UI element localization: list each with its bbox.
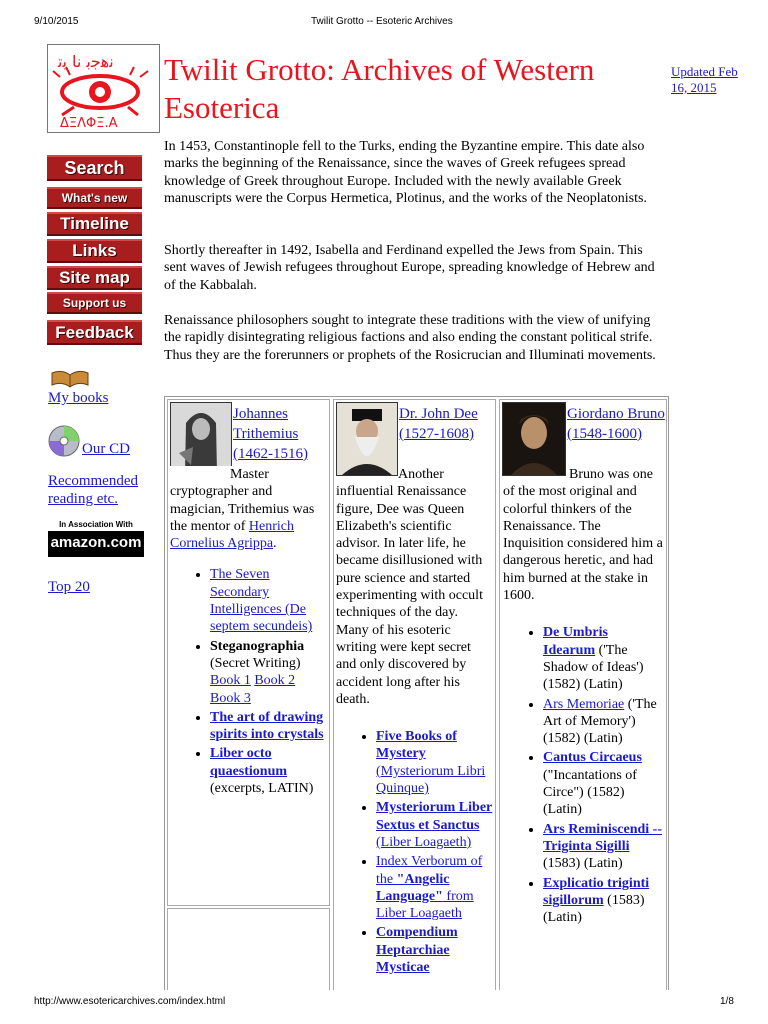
print-page-number: 1/8: [720, 996, 734, 1007]
list-item[interactable]: • Mysteriorum Liber Sextus et Sanctus (Liber Loagaeth): [376, 799, 494, 851]
amazon-association-label: In Association With: [59, 520, 133, 529]
our-cd-link[interactable]: Our CD: [82, 441, 130, 457]
nav-feedback-button[interactable]: Feedback: [47, 320, 142, 345]
list-item[interactable]: • Ars Memoriae ('The Art of Memory') (1582) (Latin): [543, 696, 663, 748]
list-item: • Steganographia (Secret Writing) Book 1 Book 2 Book 3: [210, 638, 328, 707]
trithemius-text: [170, 466, 328, 799]
amazon-logo: amazon.com: [48, 531, 144, 557]
nav-timeline-button[interactable]: Timeline: [47, 212, 142, 236]
site-logo[interactable]: [47, 44, 160, 133]
intro-paragraph-3: Renaissance philosophers sought to integrate these traditions with the view of unifying the rapidly disintegrating religious factions and also ending the constant political strife. Thus they are the forerunners or prophets of the Rosicrucian and Illuminati movements.: [164, 313, 656, 363]
intro-paragraph-1: In 1453, Constantinople fell to the Turks, ending the Byzantine empire. This date also marks the beginning of the Renaissance, since the waves of Greek refugees spread knowledge of Greek throughout Europe. Included with the newly available Greek manuscripts were the Corpus Hermetica, Plotinus, and the works of the Neoplatonists.: [164, 139, 647, 206]
intro-paragraph-2: Shortly thereafter in 1492, Isabella and Ferdinand expelled the Jews from Spain. This sent waves of Jewish refugees throughout Europe, spreading knowledge of Hebrew and of the Kabbalah.: [164, 243, 655, 293]
nav-site-map-button[interactable]: Site map: [47, 266, 142, 290]
list-item[interactable]: • Ars Reminiscendi -- Triginta Sigilli (1583) (Latin): [543, 821, 663, 873]
book-1-link[interactable]: Book 1: [210, 673, 251, 689]
book-3-link[interactable]: Book 3: [210, 690, 251, 706]
nav-support-us-button[interactable]: Support us: [47, 292, 142, 314]
trithemius-period: .: [273, 536, 277, 552]
trithemius-desc: Master cryptographer and magician, Trithemius was the mentor of: [170, 467, 315, 534]
trithemius-heading[interactable]: Johannes Trithemius (1462-1516): [233, 404, 328, 464]
book-2-link[interactable]: Book 2: [254, 673, 296, 689]
dee-description: Another influential Renaissance figure, Dee was Queen Elizabeth's scientific advisor. In later life, he became disillusioned with pure science and started experimenting with occult techniques of the day. Many of his esoteric writing were kept secret and only discovered by accident long after his death.: [336, 467, 483, 707]
list-item[interactable]: • Liber octo quaestionum (excerpts, LATIN): [210, 745, 328, 797]
updated-link[interactable]: Updated Feb 16, 2015: [671, 64, 738, 95]
amazon-banner[interactable]: [48, 520, 144, 557]
svg-text:ﻧﻫﺟﺑ ﻧﺎ ﺑﺗ: ﻧﻫﺟﺑ ﻧﺎ ﺑﺗ: [58, 52, 114, 71]
agrippa-link[interactable]: Henrich Cornelius Agrippa: [170, 518, 295, 552]
cd-icon: [47, 424, 81, 463]
list-item[interactable]: • Compendium Heptarchiae Mysticae: [376, 924, 494, 976]
svg-text:ΔΞΛΦΞ.Α: ΔΞΛΦΞ.Α: [60, 116, 118, 131]
print-url: http://www.esotericarchives.com/index.html: [34, 996, 226, 1007]
bruno-text: [503, 466, 663, 928]
bruno-description: Bruno was one of the most original and colorful thinkers of the Renaissance. The Inquisition considered him a dangerous heretic, and had him burned at the stake in 1600.: [503, 467, 663, 604]
print-page-title: Twilit Grotto -- Esoteric Archives: [311, 16, 453, 27]
nav-links-button[interactable]: Links: [47, 239, 142, 263]
recommended-reading-link[interactable]: Recommended reading etc.: [48, 473, 138, 507]
dee-portrait: [336, 402, 398, 476]
nav-whats-new-button[interactable]: What's new: [47, 187, 142, 209]
list-item[interactable]: • The Seven Secondary Intelligences (De septem secundeis): [210, 566, 328, 635]
list-item[interactable]: • De Umbris Idearum ('The Shadow of Ideas') (1582) (Latin): [543, 624, 663, 693]
list-item[interactable]: • Index Verborum of the "Angelic Language" from Liber Loagaeth: [376, 853, 494, 922]
nav-search-button[interactable]: Search: [47, 155, 142, 181]
dee-text: [336, 466, 494, 978]
list-item[interactable]: • The art of drawing spirits into crystals: [210, 709, 328, 744]
print-date: 9/10/2015: [34, 16, 79, 27]
table-cell-empty: [167, 908, 330, 996]
my-books-link[interactable]: My books: [48, 390, 109, 406]
page-title: Twilit Grotto: Archives of Western Esoterica: [164, 52, 595, 125]
list-item[interactable]: • Explicatio triginti sigillorum (1583) (Latin): [543, 875, 663, 927]
eye-logo-icon: [48, 45, 159, 132]
list-item[interactable]: • Five Books of Mystery (Mysteriorum Libri Quinque): [376, 728, 494, 797]
bruno-portrait: [502, 402, 566, 476]
bruno-heading[interactable]: Giordano Bruno (1548-1600): [567, 406, 665, 442]
dee-heading[interactable]: Dr. John Dee (1527-1608): [399, 406, 478, 442]
list-item[interactable]: • Cantus Circaeus ("Incantations of Circe") (1582) (Latin): [543, 749, 663, 818]
top-20-link[interactable]: Top 20: [48, 579, 90, 595]
